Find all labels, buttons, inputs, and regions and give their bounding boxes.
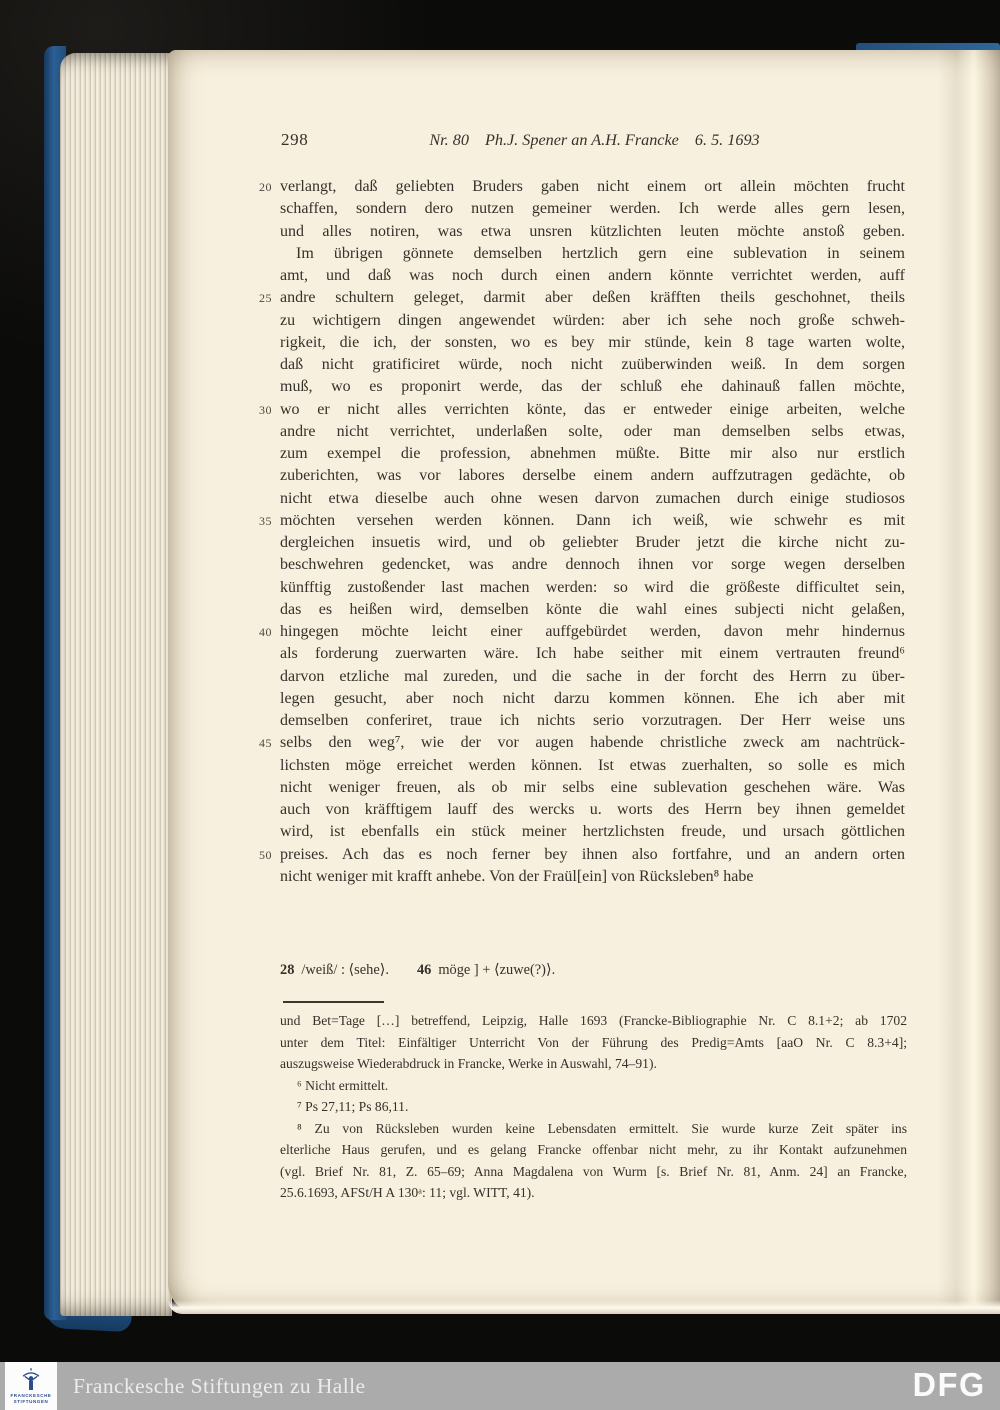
text-line: auch von kräfftigem lauff des wercks u. worts des Herrn bey ihnen gemeldet [280, 801, 905, 818]
line-number: 25 [259, 291, 272, 306]
stiftungen-emblem-icon [21, 1368, 41, 1392]
footnote-line: unter dem Titel: Einfältiger Unterricht Von der Führung des Predig=Amts [aaO Nr. C 8.3+4]; [280, 1034, 907, 1050]
footnote-separator-rule [283, 1001, 384, 1003]
text-line: nicht weniger freuen, als ob mir selbs eine sublevation geschehen wäre. Was [280, 778, 905, 796]
footnote-line: ⁸ Zu von Rücksleben wurden keine Lebensdaten ermittelt. Sie wurde kurze Zeit später ins [297, 1120, 907, 1136]
line-number: 35 [259, 513, 272, 528]
running-head-date: 6. 5. 1693 [694, 131, 760, 149]
text-line: das es heißen wird, demselben könte die wahl eines subjecti nicht gelaßen, [280, 600, 905, 618]
text-line: andre nicht verrichtet, underlaßen solte, oder man demselben selbs etwas, [280, 422, 905, 440]
footnote-line: elterliche Haus gerufen, und es gelang Francke offenbar nicht mehr, zu ihr Kontakt aufzunehmen [280, 1142, 907, 1158]
text-line: 25 andre schultern geleget, darmit aber deßen kräfften theils geschohnet, theils [280, 287, 905, 309]
page-number: 298 [281, 130, 309, 149]
apparatus-line [280, 962, 905, 979]
text-line: 35 möchten versehen werden können. Dann ich weiß, wie schwehr es mit [280, 510, 905, 532]
dfg-logo: DFG [912, 1366, 986, 1404]
running-head-nr: Nr. 80 [429, 131, 469, 149]
line-number: 45 [259, 736, 272, 751]
running-head-author: Ph.J. Spener an A.H. Francke [484, 131, 679, 149]
apparatus-entry: 46 möge ] + ⟨zuwe(?)⟩. [416, 962, 556, 978]
logo-caption-line2: STIFTUNGEN [13, 1398, 49, 1404]
footnote-line: und Bet=Tage […] betreffend, Leipzig, Halle 1693 (Francke-Bibliographie Nr. C 8.1+2; ab 1702 [280, 1013, 907, 1028]
footer-bar [0, 1362, 1000, 1410]
text-line: muß, wo es proponirt werde, das der schluß ehe dahinauß fallen möchte, [280, 378, 905, 396]
letter-text-block [259, 176, 905, 888]
text-line: amt, und daß was noch durch einen andern könnte verrichtet werden, auff [280, 267, 905, 284]
text-line: lichsten möge erreichet werden können. Ist etwas zuerhalten, so solle es mich [280, 756, 905, 774]
text-line: 20 verlangt, daß geliebten Bruders gaben nicht einem ort allein möchten frucht [280, 176, 905, 198]
text-line: nicht etwa dieselbe auch ohne wesen darvon zumachen durch einige studiosos [280, 489, 905, 507]
text-line: darvon etzliche mal zureden, und die sache in der forcht des Herrn zu über- [280, 667, 905, 685]
footnotes-block [280, 1010, 907, 1204]
text-line: wird, ist ebenfalls ein stück meiner hertzlichsten freude, und ursach göttlichen [280, 823, 905, 841]
text-line: 50 preises. Ach das es noch ferner bey ihnen also fortfahre, und an andern orten [280, 844, 905, 866]
text-line: 45 selbs den weg⁷, wie der vor augen habende christliche zweck am nachtrück- [280, 732, 905, 754]
text-line: schaffen, sondern dero nutzen gemeiner werden. Ich werde alles gern lesen, [280, 200, 905, 218]
footnote-line: 25.6.1693, AFSt/H A 130ᵃ: 11; vgl. WITT, 41). [280, 1185, 535, 1201]
text-line: beschwehren gedencket, was andre dennoch ihnen vor sorge wegen derselben [280, 556, 905, 574]
apparatus-line-ref: 28 [280, 962, 295, 978]
franckesche-stiftungen-logo [5, 1362, 57, 1410]
text-line: rigkeit, die ich, der sonsten, wo es bey mir stünde, kein 8 tage warten wolte, [280, 333, 905, 351]
text-line: und alles notiren, was etwa unsren kützlichten leuten möchte anstoß geben. [280, 222, 905, 240]
line-number: 40 [259, 625, 272, 639]
text-line: künfftig zustoßender last machen werden: so wird die größeste difficultet sein, [280, 578, 905, 596]
text-line: demselben conferiret, traue ich nichts serio vorzutragen. Der Herr weise uns [280, 712, 905, 729]
logo-caption-line1: FRANCKESCHE [10, 1393, 52, 1398]
text-line: Im übrigen gönnete demselben hertzlich gern eine sublevation in seinem [296, 244, 905, 262]
running-head [284, 131, 905, 150]
line-number: 30 [259, 402, 272, 417]
text-line: daß nicht gratificiret würde, noch nicht zuüberwinden weiß. In dem sorgen [280, 356, 905, 373]
text-line: als forderung zuerwarten wäre. Ich habe seither mit einem vertrauten freund⁶ [280, 645, 905, 663]
text-line: dergleichen insuetis wird, und ob geliebter Bruder jetzt die kirche nicht zu- [280, 534, 905, 551]
line-number: 50 [259, 847, 272, 862]
footnote-line: auszugsweise Wiederabdruck in Francke, Werke in Auswahl, 74–91). [280, 1056, 657, 1072]
footnote-line: ⁶ Nicht ermittelt. [297, 1077, 389, 1093]
line-number: 20 [259, 180, 272, 194]
footnote-line: (vgl. Brief Nr. 81, Z. 65–69; Anna Magdalena von Wurm [s. Brief Nr. 81, Anm. 24] an Francke, [280, 1163, 907, 1179]
text-line: nicht weniger mit krafft anhebe. Von der Fraül[ein] von Rücksleben⁸ habe [280, 867, 754, 885]
logo-caption [10, 1393, 51, 1404]
text-line: zuberichten, was vor labores derselbe einem andern auffzutragen gedächte, ob [280, 467, 905, 485]
institution-name: Franckesche Stiftungen zu Halle [73, 1374, 366, 1398]
footnote-line: ⁷ Ps 27,11; Ps 86,11. [297, 1099, 409, 1115]
text-line: 40 hingegen möchte leicht einer auffgebürdet werden, davon mehr hindernus [280, 621, 905, 643]
text-line: legen gesucht, aber noch nicht darzu kommen können. Ehe ich aber mit [280, 689, 905, 707]
text-line: zu wichtigern dingen angewendet würden: aber ich sehe noch große schweh- [280, 311, 905, 329]
text-line: 30 wo er nicht alles verrichten könte, das er entweder einige arbeiten, welche [280, 399, 905, 421]
text-line: zum exempel die profession, abnehmen müßte. Bitte mir also nur erstlich [280, 445, 905, 462]
apparatus-entry: 28 /weiß/ : ⟨sehe⟩. [280, 962, 389, 978]
apparatus-line-ref: 46 [416, 962, 432, 978]
